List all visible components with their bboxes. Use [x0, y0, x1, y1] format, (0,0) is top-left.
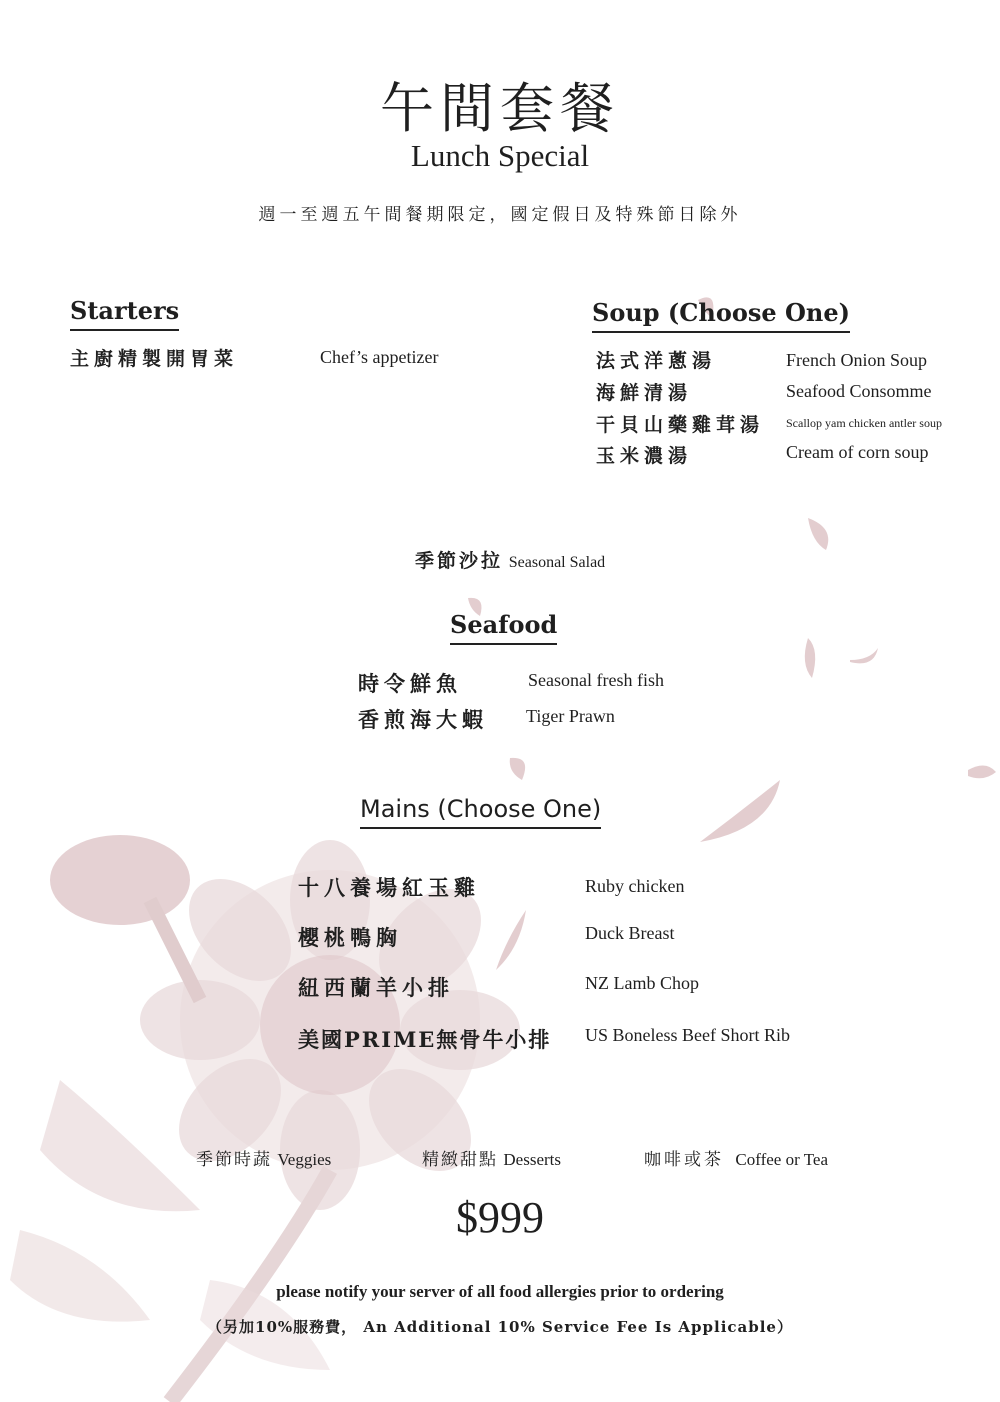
price: $999 — [456, 1193, 544, 1242]
extra-en: Desserts — [503, 1150, 562, 1169]
main-item-zh: 紐西蘭羊小排 — [298, 975, 454, 1000]
extra-desserts — [422, 1145, 561, 1170]
extra-en: Veggies — [277, 1150, 332, 1169]
main-item-en: Duck Breast — [585, 923, 675, 943]
salad-line — [415, 546, 605, 573]
seafood-item-en: Tiger Prawn — [526, 706, 615, 726]
title-chinese: 午間套餐 — [380, 77, 620, 140]
starter-zh: 主廚精製開胃菜 — [70, 348, 239, 370]
main-item-en: US Boneless Beef Short Rib — [585, 1025, 790, 1045]
extra-en: Coffee or Tea — [735, 1150, 828, 1169]
soup-item-en: Cream of corn soup — [786, 442, 929, 462]
main-item-zh: 十八養場紅玉雞 — [298, 875, 480, 900]
extra-zh: 咖啡或茶 — [644, 1150, 724, 1170]
extra-veggies — [196, 1145, 331, 1170]
seafood-item-en: Seasonal fresh fish — [528, 670, 664, 690]
starters-heading: Starters — [70, 296, 179, 331]
salad-zh: 季節沙拉 — [415, 550, 504, 572]
mains-heading: Mains (Choose One) — [360, 795, 601, 829]
main-item-en: NZ Lamb Chop — [585, 973, 699, 993]
soup-item-en: French Onion Soup — [786, 350, 927, 370]
soup-item-en: Seafood Consomme — [786, 381, 932, 401]
soup-item-zh: 法式洋蔥湯 — [596, 350, 717, 372]
soup-item-zh: 海鮮清湯 — [596, 382, 693, 404]
main-item-zh: 美國PRIME無骨牛小排 — [298, 1027, 552, 1052]
seafood-item-zh: 時令鮮魚 — [358, 671, 462, 696]
extra-coffee-tea — [644, 1145, 828, 1170]
soup-item-en: Scallop yam chicken antler soup — [786, 416, 942, 430]
main-item-en: Ruby chicken — [585, 876, 685, 896]
starter-en: Chef’s appetizer — [320, 347, 439, 367]
seafood-heading: Seafood — [450, 610, 557, 645]
soup-item-zh: 干貝山藥雞茸湯 — [596, 414, 765, 436]
extra-zh: 季節時蔬 — [196, 1150, 272, 1170]
seafood-item-zh: 香煎海大蝦 — [358, 707, 488, 732]
allergy-notice: please notify your server of all food allergies prior to ordering — [276, 1282, 724, 1301]
availability-note: 週一至週五午間餐期限定，國定假日及特殊節日除外 — [258, 205, 742, 225]
soup-item-zh: 玉米濃湯 — [596, 445, 693, 467]
service-fee-note: （另加10%服務費， An Additional 10% Service Fee Is Applicable） — [207, 1318, 793, 1336]
soup-heading: Soup (Choose One) — [592, 298, 850, 333]
title-english: Lunch Special — [410, 138, 590, 173]
salad-en: Seasonal Salad — [508, 554, 606, 571]
main-item-zh: 櫻桃鴨胸 — [298, 925, 402, 950]
extra-zh: 精緻甜點 — [422, 1150, 498, 1170]
